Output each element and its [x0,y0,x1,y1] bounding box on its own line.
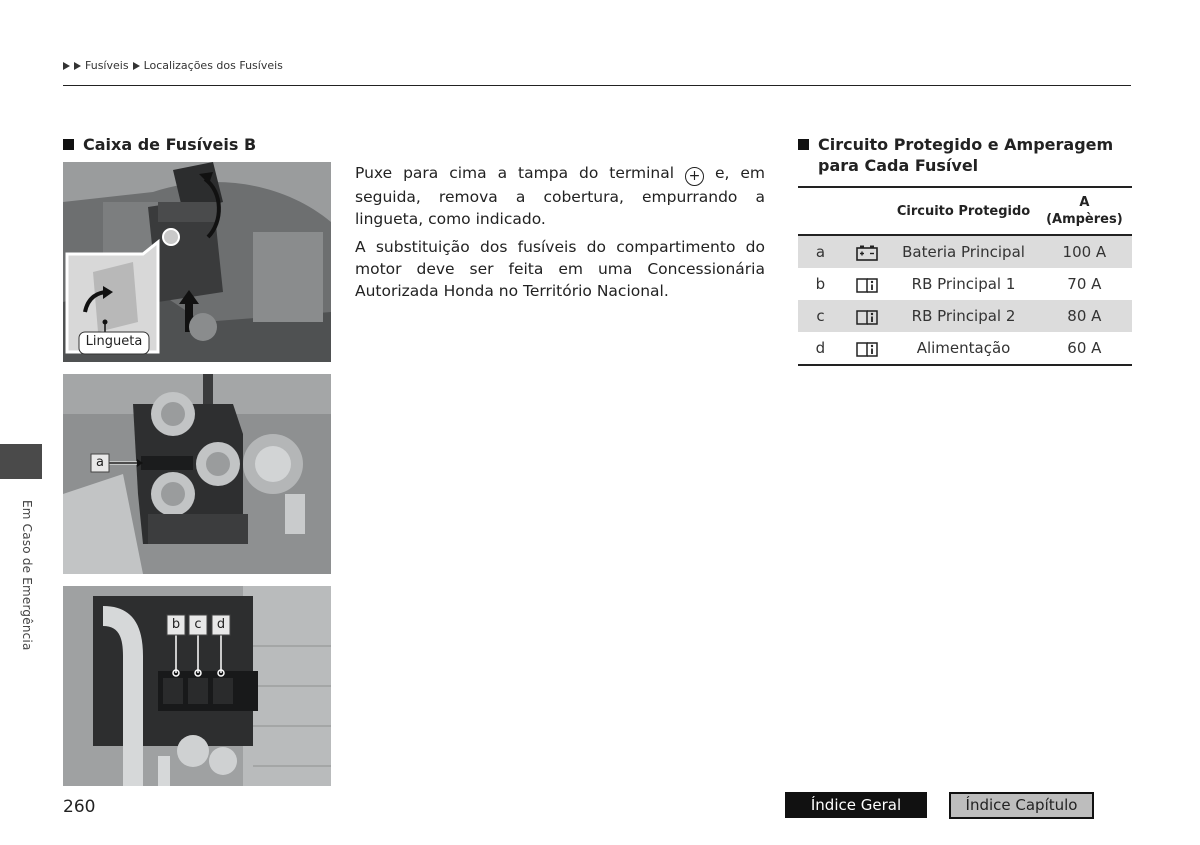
fuse-location-photo-a [63,374,331,574]
section-title-text: Caixa de Fusíveis B [83,135,257,154]
section-title-text: Circuito Protegido e Amperagem para Cada Fusível [818,135,1114,175]
chapter-side-label: Em Caso de Emergência [20,500,34,651]
fuse-box-cover-photo [63,162,331,362]
chapter-index-button[interactable]: Índice Capítulo [949,792,1094,819]
row-circuit: Bateria Principal [890,235,1036,268]
general-index-button[interactable]: Índice Geral [785,792,927,818]
header-amp-line1: A [1079,195,1090,210]
row-amperage: 60 A [1037,332,1132,365]
table-header-circuit: Circuito Protegido [890,187,1036,235]
row-circuit: Alimentação [890,332,1036,365]
section-title-fuse-box [63,134,256,155]
manual-info-icon [843,300,890,332]
header-amp-line2: (Ampères) [1046,212,1123,227]
paragraph-2: A substituição dos fusíveis do compartimento do motor deve ser feita em uma Concessionária Autorizada Honda no Território Nacional. [355,238,765,300]
table-row [798,268,1132,300]
manual-info-icon [843,268,890,300]
fuse-label-b: b [171,617,181,632]
fuse-label-c: c [194,617,202,632]
square-bullet-icon [798,139,809,150]
page-number: 260 [63,797,96,817]
fuse-location-photo-bcd [63,586,331,786]
table-row [798,332,1132,365]
breadcrumb-item[interactable]: Fusíveis [85,59,129,72]
breadcrumb [63,59,283,72]
arrow-icon [74,62,81,70]
instructions-text [355,162,765,308]
row-circuit: RB Principal 2 [890,300,1036,332]
row-amperage: 70 A [1067,275,1102,293]
row-circuit: RB Principal 1 [911,275,1016,293]
table-header-id [798,187,843,235]
plus-terminal-icon: + [685,167,704,186]
paragraph-1 [355,162,765,230]
battery-icon [843,235,890,268]
row-id: b [815,275,826,293]
callout-tab-label: Lingueta [85,334,143,349]
row-amperage: 80 A [1037,300,1132,332]
arrow-icon [63,62,70,70]
row-id: d [798,332,843,365]
chapter-tab-marker [0,444,42,479]
fuse-label-d: d [216,617,226,632]
row-amperage: 100 A [1037,235,1132,268]
paragraph-1-text-start: Puxe para cima a tampa do terminal [355,164,675,182]
breadcrumb-item[interactable]: Localizações dos Fusíveis [143,59,283,72]
header-divider [63,85,1131,86]
row-id: a [798,235,843,268]
square-bullet-icon [63,139,74,150]
table-row [798,300,1132,332]
row-id: c [798,300,843,332]
fuse-table [798,186,1132,366]
section-title-circuits [798,134,1138,176]
table-header-amperage [1037,187,1132,235]
manual-info-icon [843,332,890,365]
table-header-row [798,187,1132,235]
table-row [798,235,1132,268]
table-header-icon [843,187,890,235]
arrow-icon [133,62,140,70]
fuse-label-a: a [96,455,104,470]
paragraph-1-text-end: e, em seguida, remova a cobertura, empurrando a lingueta, como indicado. [355,164,765,228]
